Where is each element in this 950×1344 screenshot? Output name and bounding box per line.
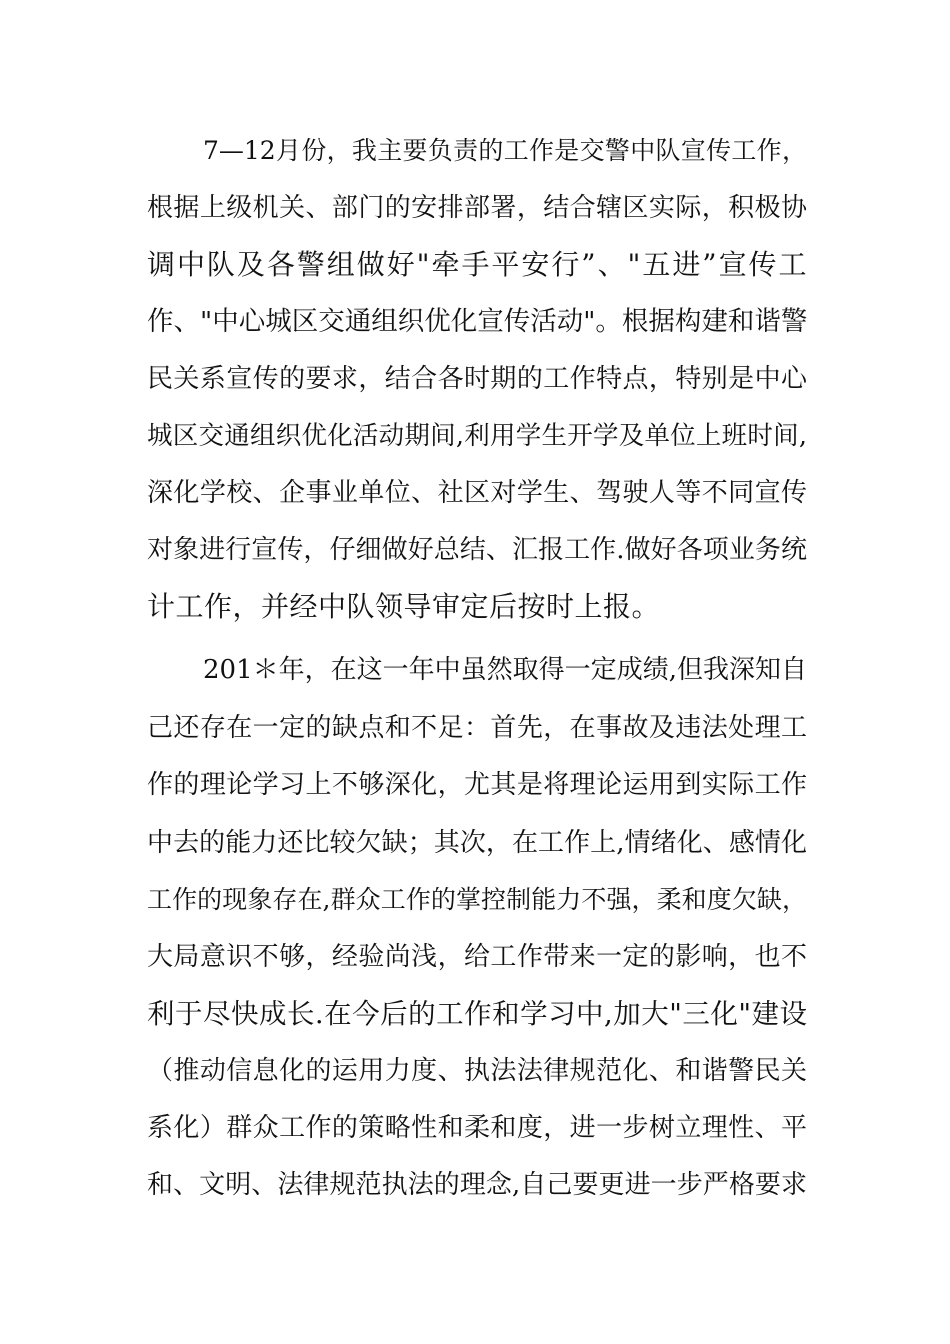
text-line: 系化）群众工作的策略性和柔和度，进一步树立理性、平 [147,1113,807,1143]
text-line: 工作的现象存在,群众工作的掌控制能力不强，柔和度欠缺， [147,885,807,914]
text-line: 作、"中心城区交通组织优化宣传活动"。根据构建和谐警 [147,306,808,337]
text-line: 民关系宣传的要求，结合各时期的工作特点，特别是中心 [147,364,807,394]
text-line: 201＊年，在这一年中虽然取得一定成绩,但我深知自 [203,655,807,685]
text-line: 根据上级机关、部门的安排部署，结合辖区实际，积极协 [147,193,807,223]
text-line: 7—12月份，我主要负责的工作是交警中队宣传工作， [203,136,807,165]
text-line: 城区交通组织优化活动期间,利用学生开学及单位上班时间, [147,421,807,451]
text-line: 中去的能力还比较欠缺；其次，在工作上,情绪化、感情化 [147,828,807,858]
text-line: 大局意识不够，经验尚浅，给工作带来一定的影响，也不 [147,942,807,972]
text-line: （推动信息化的运用力度、执法法律规范化、和谐警民关 [147,1056,807,1086]
text-line: 和、文明、法律规范执法的理念,自己要更进一步严格要求 [147,1170,807,1200]
text-line: 对象进行宣传，仔细做好总结、汇报工作.做好各项业务统 [147,535,807,565]
text-line: 计工作，并经中队领导审定后按时上报。 [147,590,661,623]
text-line: 调中队及各警组做好"牵手平安行”、"五进”宣传工 [147,248,807,281]
text-line: 作的理论学习上不够深化，尤其是将理论运用到实际工作 [147,770,807,800]
text-line: 己还存在一定的缺点和不足：首先，在事故及违法处理工 [147,713,807,743]
text-line: 深化学校、企事业单位、社区对学生、驾驶人等不同宣传 [147,478,807,508]
text-line: 利于尽快成长.在今后的工作和学习中,加大"三化"建设 [147,998,807,1030]
